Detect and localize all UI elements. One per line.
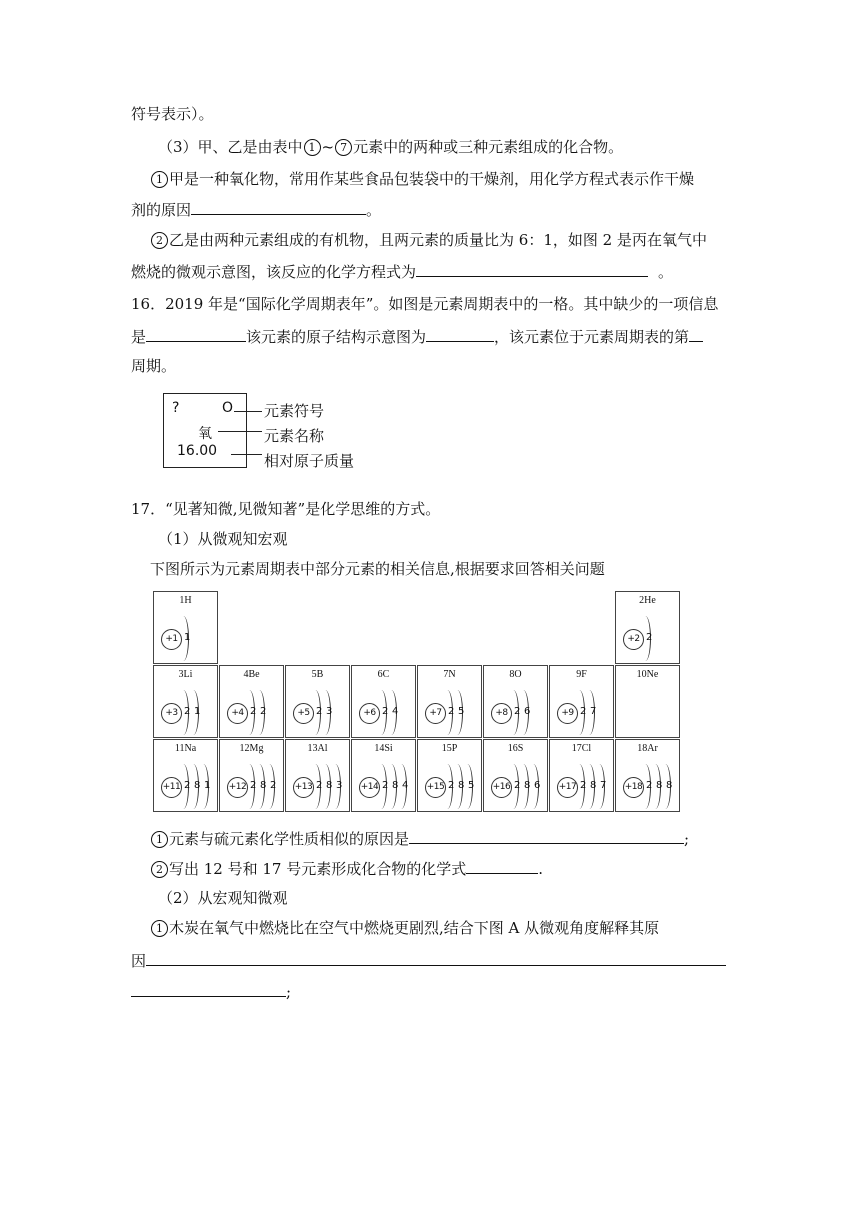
electron-count: 7 bbox=[590, 706, 597, 717]
circled-number: 1 bbox=[151, 831, 168, 848]
element-cell bbox=[483, 665, 548, 738]
electron-count: 8 bbox=[590, 780, 597, 791]
electron-count: 2 bbox=[382, 780, 389, 791]
electron-count: 2 bbox=[260, 706, 267, 717]
nucleus-charge: +5 bbox=[293, 703, 314, 724]
element-cell bbox=[285, 665, 350, 738]
element-symbol: 10Ne bbox=[636, 669, 659, 680]
element-cell bbox=[285, 739, 350, 812]
circled-number: 2 bbox=[151, 232, 168, 249]
answer-blank[interactable] bbox=[146, 950, 726, 966]
nucleus-charge: +7 bbox=[425, 703, 446, 724]
text: 。 bbox=[658, 263, 674, 281]
nucleus-charge: +9 bbox=[557, 703, 578, 724]
missing-info-mark: ? bbox=[172, 400, 180, 416]
element-cell bbox=[549, 665, 614, 738]
answer-blank[interactable] bbox=[689, 326, 703, 342]
circled-number: 1 bbox=[151, 920, 168, 937]
text: ; bbox=[286, 983, 292, 1001]
electron-count: 2 bbox=[448, 780, 455, 791]
answer-blank[interactable] bbox=[416, 261, 648, 277]
text-line bbox=[150, 230, 707, 250]
nucleus-charge: +8 bbox=[491, 703, 512, 724]
question-17: 17．“见著知微,见微知著”是化学思维的方式。 bbox=[131, 500, 441, 518]
element-symbol: 4Be bbox=[243, 669, 260, 680]
electron-count: 8 bbox=[392, 780, 399, 791]
text: 。 bbox=[366, 201, 382, 219]
text-line: 周期。 bbox=[131, 357, 177, 375]
electron-count: 2 bbox=[514, 780, 521, 791]
electron-count: 7 bbox=[600, 780, 607, 791]
leader-line bbox=[231, 454, 262, 455]
text: 乙是由两种元素组成的有机物，且两元素的质量比为 6：1，如图 2 是丙在氧气中 bbox=[169, 231, 707, 249]
element-cell bbox=[351, 739, 416, 812]
element-cell bbox=[153, 665, 218, 738]
element-symbol: 12Mg bbox=[239, 743, 264, 754]
element-symbol: 2He bbox=[639, 595, 656, 606]
label-element-name: 元素名称 bbox=[264, 427, 325, 445]
text-line bbox=[131, 981, 291, 1002]
element-cell bbox=[615, 739, 680, 812]
nucleus-charge: +17 bbox=[557, 777, 578, 798]
element-cell bbox=[219, 739, 284, 812]
electron-count: 2 bbox=[184, 706, 191, 717]
electron-count: 6 bbox=[534, 780, 541, 791]
electron-count: 5 bbox=[458, 706, 465, 717]
leader-line bbox=[234, 411, 262, 412]
answer-blank[interactable] bbox=[146, 326, 246, 342]
text: ~ bbox=[321, 138, 335, 156]
element-symbol: 6C bbox=[377, 669, 390, 680]
element-symbol: 13Al bbox=[307, 743, 328, 754]
electron-count: 8 bbox=[656, 780, 663, 791]
text: 元素与硫元素化学性质相似的原因是 bbox=[169, 830, 410, 848]
nucleus-charge: +2 bbox=[623, 629, 644, 650]
electron-count: 8 bbox=[458, 780, 465, 791]
relative-atomic-mass: 16.00 bbox=[177, 443, 218, 459]
element-symbol: 5B bbox=[311, 669, 324, 680]
text: ; bbox=[684, 830, 690, 848]
text-line: 下图所示为元素周期表中部分元素的相关信息,根据要求回答相关问题 bbox=[150, 560, 605, 578]
answer-blank[interactable] bbox=[466, 858, 538, 874]
nucleus-charge: +12 bbox=[227, 777, 248, 798]
element-cell bbox=[417, 739, 482, 812]
text: （3）甲、乙是由表中 bbox=[158, 138, 303, 156]
electron-count: 2 bbox=[448, 706, 455, 717]
nucleus-charge: +14 bbox=[359, 777, 380, 798]
electron-count: 2 bbox=[250, 706, 257, 717]
element-name: 氧 bbox=[198, 426, 212, 442]
text-line bbox=[150, 858, 543, 879]
periodic-table bbox=[153, 591, 683, 813]
text-line: （2）从宏观知微观 bbox=[158, 889, 288, 907]
text-line bbox=[150, 169, 694, 189]
text: 写出 12 号和 17 号元素形成化合物的化学式 bbox=[169, 860, 467, 878]
text-line bbox=[150, 918, 659, 938]
nucleus-charge: +3 bbox=[161, 703, 182, 724]
element-symbol: 3Li bbox=[178, 669, 193, 680]
electron-count: 5 bbox=[468, 780, 475, 791]
element-symbol: 11Na bbox=[174, 743, 197, 754]
electron-count: 6 bbox=[524, 706, 531, 717]
element-cell bbox=[615, 591, 680, 664]
electron-count: 2 bbox=[580, 706, 587, 717]
electron-count: 1 bbox=[194, 706, 201, 717]
sub-question-3 bbox=[158, 137, 623, 157]
nucleus-charge: +13 bbox=[293, 777, 314, 798]
nucleus-charge: +1 bbox=[161, 629, 182, 650]
text: . bbox=[538, 860, 544, 878]
text: 甲是一种氧化物，常用作某些食品包装袋中的干燥剂，用化学方程式表示作干燥 bbox=[169, 170, 695, 188]
electron-count: 1 bbox=[184, 632, 191, 643]
element-cell bbox=[615, 665, 680, 738]
element-cell bbox=[417, 665, 482, 738]
electron-count: 8 bbox=[194, 780, 201, 791]
nucleus-charge: +16 bbox=[491, 777, 512, 798]
text: 因 bbox=[131, 952, 147, 970]
text: 剂的原因 bbox=[131, 201, 192, 219]
nucleus-charge: +6 bbox=[359, 703, 380, 724]
answer-blank[interactable] bbox=[426, 326, 494, 342]
electron-count: 3 bbox=[336, 780, 343, 791]
text-line bbox=[131, 326, 703, 347]
element-cell bbox=[483, 739, 548, 812]
question-16: 16．2019 年是“国际化学周期表年”。如图是元素周期表中的一格。其中缺少的一项信息 bbox=[131, 295, 719, 313]
nucleus-charge: +15 bbox=[425, 777, 446, 798]
electron-count: 4 bbox=[402, 780, 409, 791]
answer-blank[interactable] bbox=[409, 828, 684, 844]
text-line: （1）从微观知宏观 bbox=[158, 530, 288, 548]
answer-blank[interactable] bbox=[191, 199, 366, 215]
electron-count: 2 bbox=[316, 706, 323, 717]
element-cell bbox=[153, 591, 218, 664]
electron-count: 2 bbox=[514, 706, 521, 717]
electron-count: 8 bbox=[326, 780, 333, 791]
element-symbol: 15P bbox=[441, 743, 458, 754]
text-line: 符号表示）。 bbox=[131, 105, 214, 123]
text-line bbox=[131, 950, 726, 971]
text: 木炭在氧气中燃烧比在空气中燃烧更剧烈,结合下图 A 从微观角度解释其原 bbox=[169, 919, 660, 937]
element-symbol: O bbox=[222, 400, 234, 416]
text-line bbox=[150, 828, 689, 849]
electron-count: 3 bbox=[326, 706, 333, 717]
element-symbol: 18Ar bbox=[637, 743, 658, 754]
element-cell bbox=[351, 665, 416, 738]
circled-number: 1 bbox=[304, 139, 321, 156]
circled-number: 1 bbox=[151, 171, 168, 188]
electron-count: 2 bbox=[646, 780, 653, 791]
element-cell bbox=[219, 665, 284, 738]
leader-line bbox=[218, 431, 262, 432]
text-line bbox=[131, 199, 381, 220]
nucleus-charge: +18 bbox=[623, 777, 644, 798]
element-symbol: 7N bbox=[443, 669, 456, 680]
electron-count: 4 bbox=[392, 706, 399, 717]
electron-count: 2 bbox=[250, 780, 257, 791]
text-line bbox=[131, 261, 673, 282]
element-cell bbox=[549, 739, 614, 812]
element-symbol: 8O bbox=[509, 669, 522, 680]
element-symbol: 9F bbox=[576, 669, 587, 680]
element-symbol: 17Cl bbox=[571, 743, 592, 754]
text: 该元素的原子结构示意图为 bbox=[246, 328, 427, 346]
electron-count: 2 bbox=[580, 780, 587, 791]
text: 燃烧的微观示意图，该反应的化学方程式为 bbox=[131, 263, 417, 281]
label-element-symbol: 元素符号 bbox=[264, 402, 325, 420]
element-symbol: 1H bbox=[179, 595, 192, 606]
electron-count: 2 bbox=[270, 780, 277, 791]
electron-count: 2 bbox=[316, 780, 323, 791]
text: 元素中的两种或三种元素组成的化合物。 bbox=[353, 138, 624, 156]
electron-count: 2 bbox=[382, 706, 389, 717]
element-symbol: 14Si bbox=[374, 743, 393, 754]
nucleus-charge: +11 bbox=[161, 777, 182, 798]
electron-count: 2 bbox=[184, 780, 191, 791]
element-symbol: 16S bbox=[507, 743, 524, 754]
nucleus-charge: +4 bbox=[227, 703, 248, 724]
electron-count: 8 bbox=[260, 780, 267, 791]
text: 是 bbox=[131, 328, 147, 346]
text: ，该元素位于元素周期表的第 bbox=[494, 328, 690, 346]
electron-count: 2 bbox=[646, 632, 653, 643]
electron-count: 8 bbox=[524, 780, 531, 791]
electron-count: 1 bbox=[204, 780, 211, 791]
answer-blank[interactable] bbox=[131, 981, 286, 997]
element-cell bbox=[153, 739, 218, 812]
circled-number: 7 bbox=[335, 139, 352, 156]
label-atomic-mass: 相对原子质量 bbox=[264, 452, 355, 470]
electron-count: 8 bbox=[666, 780, 673, 791]
circled-number: 2 bbox=[151, 861, 168, 878]
